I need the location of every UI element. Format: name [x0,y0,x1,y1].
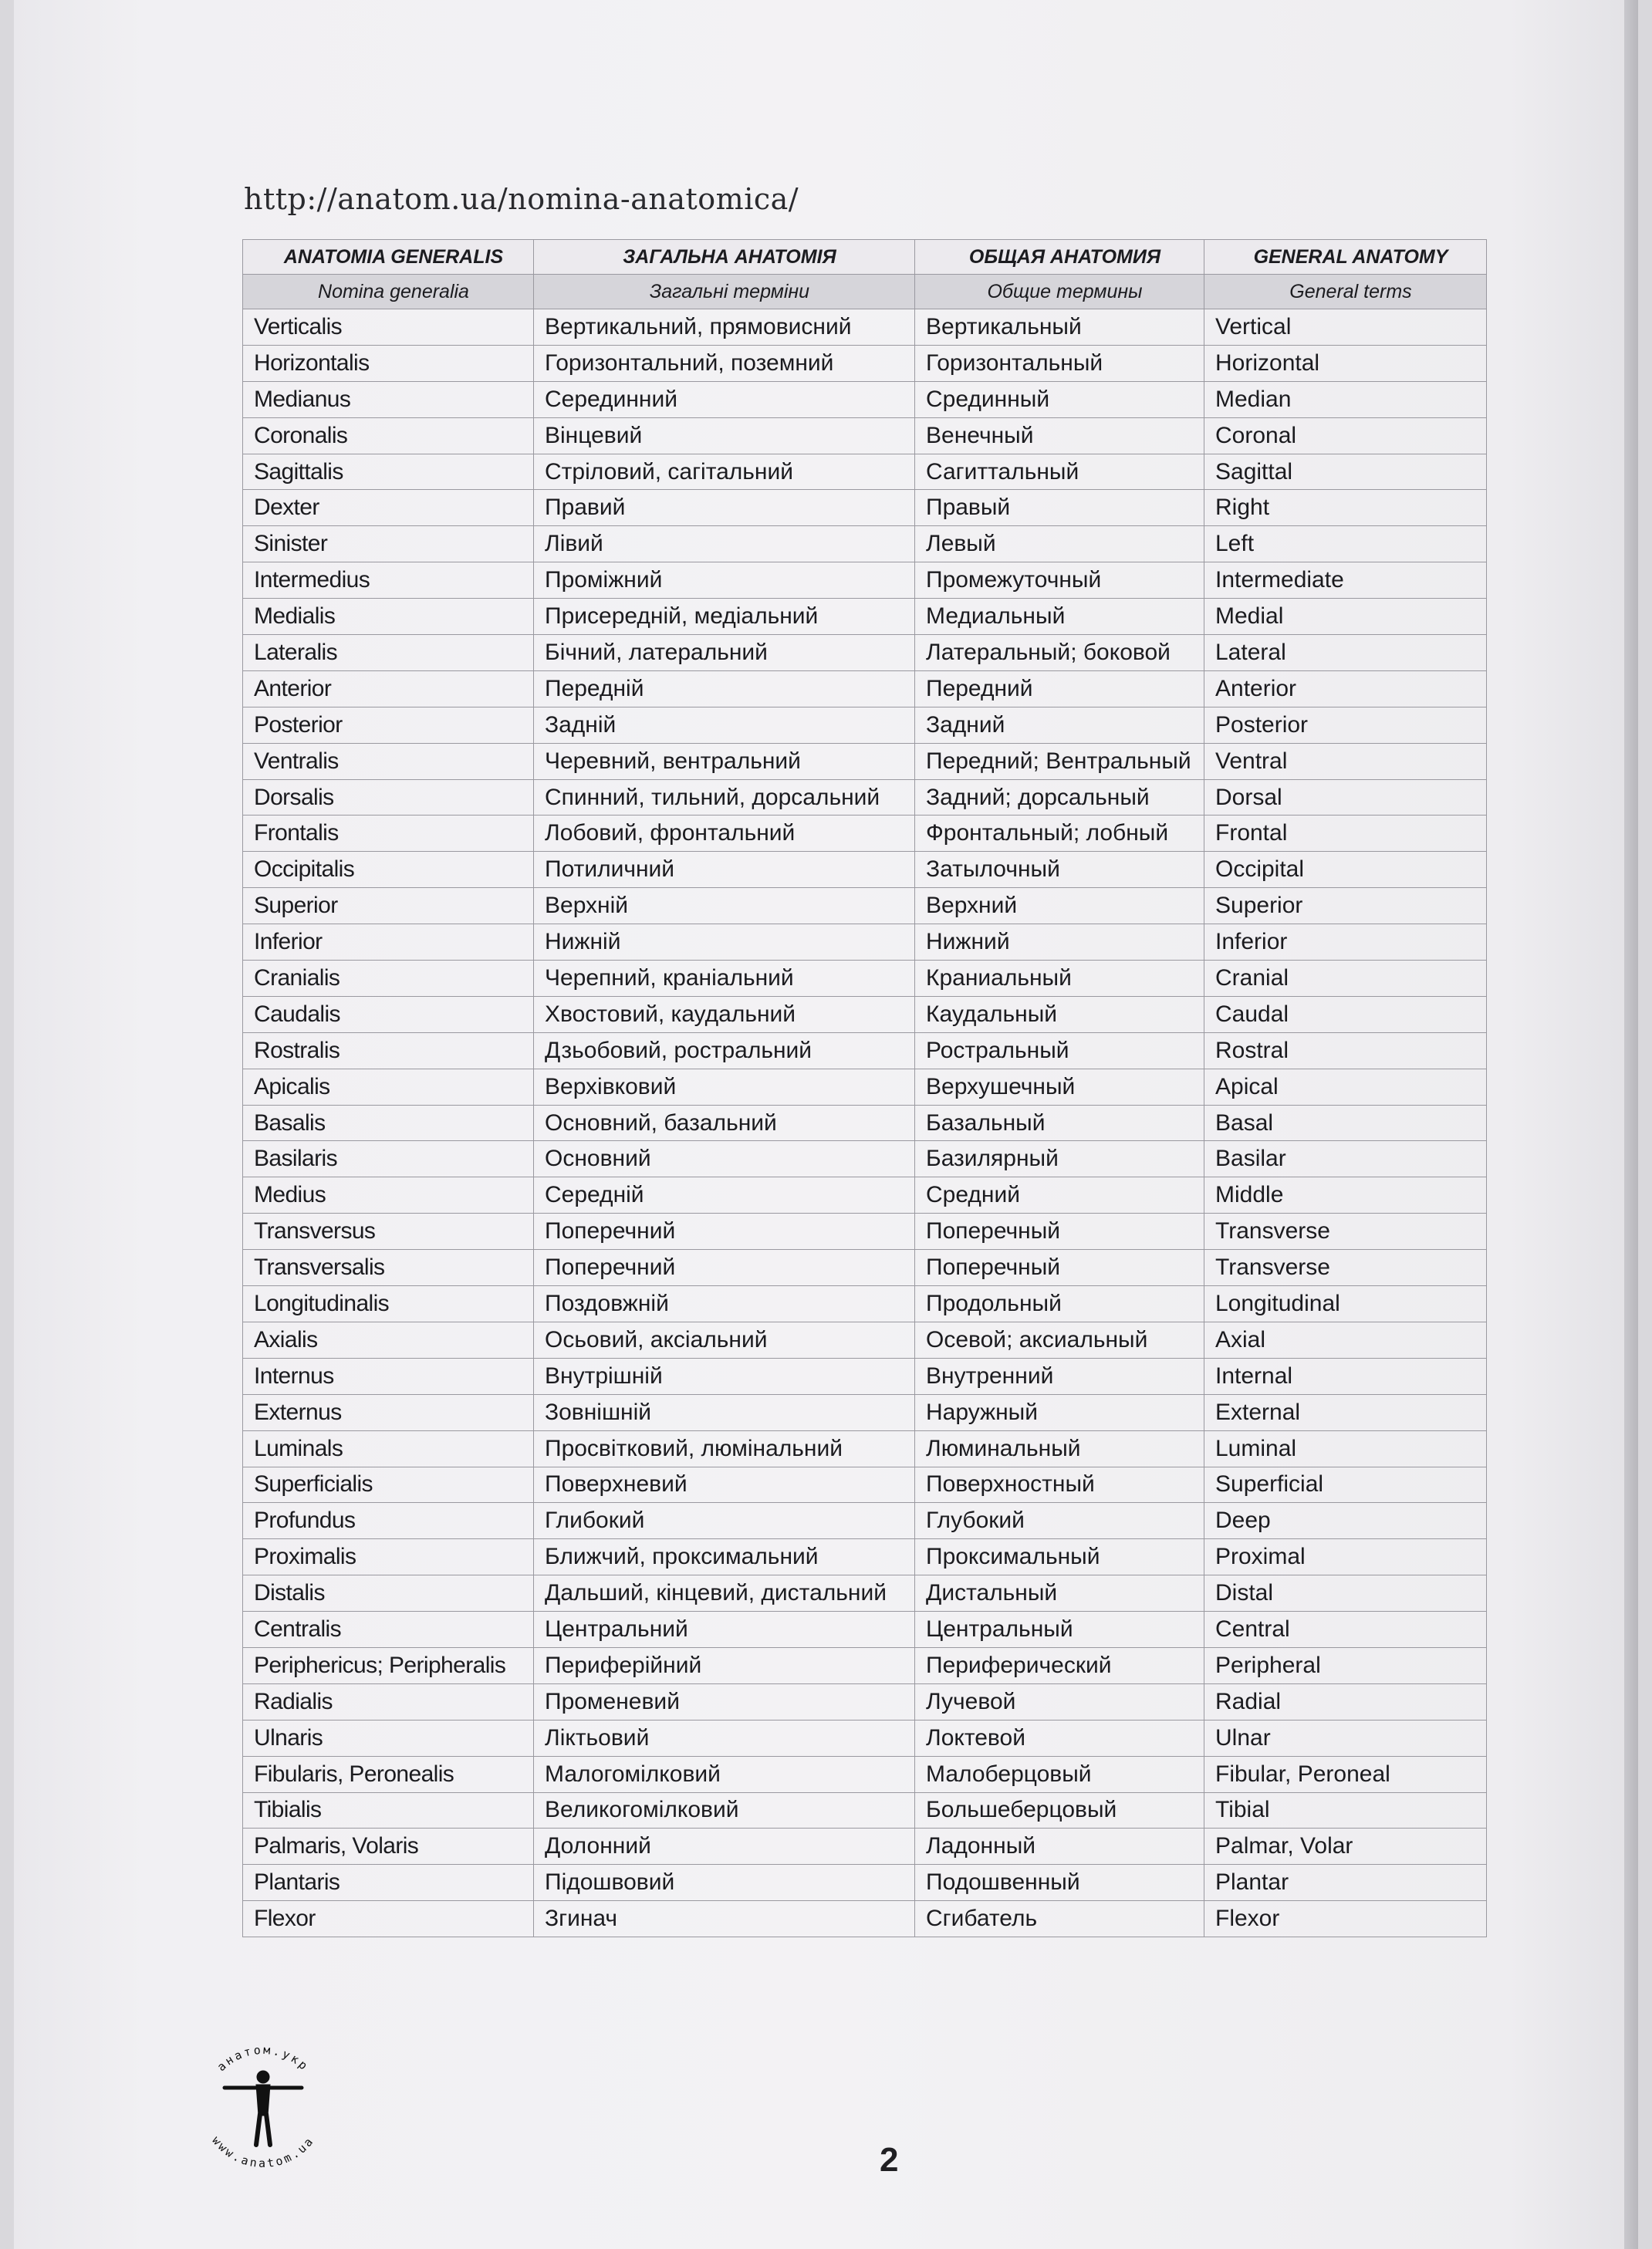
term-russian: Краниальный [915,961,1204,997]
term-latin: Basalis [243,1105,534,1141]
term-english: Deep [1204,1503,1487,1539]
table-row [243,1647,1487,1683]
table-row [243,1430,1487,1467]
term-latin: Palmaris, Volaris [243,1829,534,1865]
term-english: Central [1204,1612,1487,1648]
term-russian: Срединный [915,381,1204,417]
term-russian: Ладонный [915,1829,1204,1865]
term-ukrainian: Середній [534,1177,915,1214]
term-ukrainian: Вінцевий [534,417,915,454]
term-ukrainian: Поперечний [534,1214,915,1250]
term-latin: Superior [243,888,534,924]
term-russian: Наружный [915,1394,1204,1430]
term-english: Inferior [1204,924,1487,961]
term-latin: Distalis [243,1575,534,1612]
table-row [243,1394,1487,1430]
term-latin: Dorsalis [243,779,534,816]
term-latin: Posterior [243,707,534,743]
term-latin: Periphericus; Peripheralis [243,1647,534,1683]
term-english: Cranial [1204,961,1487,997]
term-russian: Затылочный [915,852,1204,888]
term-latin: Superficialis [243,1467,534,1503]
anatom-logo [190,2029,336,2176]
term-ukrainian: Зовнішній [534,1394,915,1430]
term-ukrainian: Нижній [534,924,915,961]
term-latin: Proximalis [243,1539,534,1575]
term-russian: Латеральный; боковой [915,635,1204,671]
term-russian: Задний; дорсальный [915,779,1204,816]
term-latin: Profundus [243,1503,534,1539]
term-ukrainian: Потиличний [534,852,915,888]
term-latin: Caudalis [243,996,534,1032]
term-ukrainian: Вертикальний, прямовисний [534,309,915,346]
term-ukrainian: Спинний, тильний, дорсальний [534,779,915,816]
term-ukrainian: Променевий [534,1683,915,1720]
term-russian: Каудальный [915,996,1204,1032]
term-english: Caudal [1204,996,1487,1032]
term-latin: Medius [243,1177,534,1214]
table-row [243,1250,1487,1286]
table-row [243,1612,1487,1648]
table-row [243,1575,1487,1612]
term-russian: Медиальный [915,599,1204,635]
logo-text-bottom: www.anatom.ua [209,2133,317,2170]
term-russian: Поперечный [915,1250,1204,1286]
term-russian: Периферический [915,1647,1204,1683]
term-russian: Задний [915,707,1204,743]
term-russian: Передний; Вентральный [915,743,1204,779]
svg-text:www.anatom.ua [209,2133,317,2170]
table-row [243,1358,1487,1394]
term-russian: Проксимальный [915,1539,1204,1575]
term-russian: Сгибатель [915,1901,1204,1937]
table-row [243,743,1487,779]
term-english: Basal [1204,1105,1487,1141]
term-russian: Малоберцовый [915,1756,1204,1792]
term-latin: Cranialis [243,961,534,997]
term-ukrainian: Великогомілковий [534,1792,915,1829]
table-header-row [243,240,1487,275]
term-russian: Центральный [915,1612,1204,1648]
term-latin: Lateralis [243,635,534,671]
term-russian: Люминальный [915,1430,1204,1467]
term-ukrainian: Ліктьовий [534,1720,915,1756]
term-latin: Plantaris [243,1865,534,1901]
header-ukrainian: ЗАГАЛЬНА АНАТОМІЯ [534,240,915,275]
term-english: Middle [1204,1177,1487,1214]
svg-text:анатом.укр [215,2043,312,2074]
term-russian: Поперечный [915,1214,1204,1250]
term-ukrainian: Глибокий [534,1503,915,1539]
term-latin: Medianus [243,381,534,417]
term-english: Frontal [1204,816,1487,852]
term-russian: Продольный [915,1286,1204,1322]
term-ukrainian: Дзьобовий, ростральний [534,1032,915,1069]
term-ukrainian: Передній [534,670,915,707]
term-english: Distal [1204,1575,1487,1612]
table-row [243,1756,1487,1792]
header-latin: ANATOMIA GENERALIS [243,240,534,275]
term-ukrainian: Задній [534,707,915,743]
term-russian: Верхний [915,888,1204,924]
table-row [243,526,1487,562]
term-english: Superior [1204,888,1487,924]
term-ukrainian: Основний [534,1141,915,1177]
table-row [243,670,1487,707]
term-latin: Intermedius [243,562,534,599]
term-russian: Верхушечный [915,1069,1204,1105]
term-english: Internal [1204,1358,1487,1394]
table-row [243,1503,1487,1539]
term-russian: Промежуточный [915,562,1204,599]
term-english: Lateral [1204,635,1487,671]
page-edge-shadow [1624,0,1638,2249]
term-latin: Dexter [243,490,534,526]
term-ukrainian: Стріловий, сагітальний [534,454,915,490]
term-latin: Fibularis, Peronealis [243,1756,534,1792]
table-row [243,1286,1487,1322]
term-ukrainian: Просвітковий, люмінальний [534,1430,915,1467]
term-english: Axial [1204,1322,1487,1358]
table-row [243,599,1487,635]
term-latin: Tibialis [243,1792,534,1829]
term-ukrainian: Центральний [534,1612,915,1648]
anatomy-terms-table [242,239,1487,1937]
term-english: Sagittal [1204,454,1487,490]
table-row [243,1069,1487,1105]
subheader-latin: Nomina generalia [243,275,534,309]
table-row [243,961,1487,997]
term-ukrainian: Серединний [534,381,915,417]
term-english: Ventral [1204,743,1487,779]
table-row [243,417,1487,454]
term-ukrainian: Лівий [534,526,915,562]
table-row [243,1141,1487,1177]
table-row [243,1105,1487,1141]
table-row [243,309,1487,346]
term-ukrainian: Правий [534,490,915,526]
term-english: Anterior [1204,670,1487,707]
term-english: Tibial [1204,1792,1487,1829]
term-russian: Вертикальный [915,309,1204,346]
term-latin: Occipitalis [243,852,534,888]
term-russian: Подошвенный [915,1865,1204,1901]
term-ukrainian: Осьовий, аксіальний [534,1322,915,1358]
term-ukrainian: Бічний, латеральний [534,635,915,671]
term-english: Right [1204,490,1487,526]
term-russian: Передний [915,670,1204,707]
term-english: Plantar [1204,1865,1487,1901]
subheader-russian: Общие термины [915,275,1204,309]
table-row [243,1539,1487,1575]
term-ukrainian: Верхній [534,888,915,924]
human-figure-icon [225,2071,302,2145]
term-latin: Longitudinalis [243,1286,534,1322]
term-english: Medial [1204,599,1487,635]
term-ukrainian: Горизонтальний, поземний [534,345,915,381]
term-russian: Базилярный [915,1141,1204,1177]
subheader-english: General terms [1204,275,1487,309]
term-ukrainian: Ближчий, проксимальний [534,1539,915,1575]
table-row [243,454,1487,490]
term-english: Longitudinal [1204,1286,1487,1322]
term-ukrainian: Підошвовий [534,1865,915,1901]
term-latin: Axialis [243,1322,534,1358]
term-latin: Medialis [243,599,534,635]
table-row [243,1720,1487,1756]
term-english: Median [1204,381,1487,417]
term-latin: Inferior [243,924,534,961]
term-russian: Дистальный [915,1575,1204,1612]
term-latin: Apicalis [243,1069,534,1105]
term-ukrainian: Поздовжній [534,1286,915,1322]
term-russian: Фронтальный; лобный [915,816,1204,852]
term-ukrainian: Згинач [534,1901,915,1937]
term-russian: Поверхностный [915,1467,1204,1503]
term-english: Luminal [1204,1430,1487,1467]
term-english: Rostral [1204,1032,1487,1069]
logo-text-top: анатом.укр [214,2042,312,2075]
term-english: Superficial [1204,1467,1487,1503]
term-english: Occipital [1204,852,1487,888]
term-latin: Ventralis [243,743,534,779]
page-number: 2 [880,2141,899,2179]
term-russian: Глубокий [915,1503,1204,1539]
term-russian: Левый [915,526,1204,562]
term-latin: Horizontalis [243,345,534,381]
term-english: Transverse [1204,1250,1487,1286]
term-latin: Transversus [243,1214,534,1250]
term-russian: Лучевой [915,1683,1204,1720]
term-latin: Ulnaris [243,1720,534,1756]
term-english: Vertical [1204,309,1487,346]
term-russian: Большеберцовый [915,1792,1204,1829]
term-english: Coronal [1204,417,1487,454]
term-latin: Frontalis [243,816,534,852]
term-latin: Centralis [243,1612,534,1648]
term-russian: Сагиттальный [915,454,1204,490]
table-row [243,345,1487,381]
table-row [243,562,1487,599]
term-english: Intermediate [1204,562,1487,599]
term-ukrainian: Поперечний [534,1250,915,1286]
table-row [243,635,1487,671]
term-russian: Ростральный [915,1032,1204,1069]
table-row [243,1865,1487,1901]
term-latin: Internus [243,1358,534,1394]
term-russian: Внутренний [915,1358,1204,1394]
table-row [243,707,1487,743]
term-english: Palmar, Volar [1204,1829,1487,1865]
term-english: Left [1204,526,1487,562]
term-english: Horizontal [1204,345,1487,381]
source-url: http://anatom.ua/nomina-anatomica/ [244,182,799,216]
term-ukrainian: Черепний, краніальний [534,961,915,997]
term-english: Dorsal [1204,779,1487,816]
term-latin: Anterior [243,670,534,707]
term-ukrainian: Основний, базальний [534,1105,915,1141]
term-ukrainian: Верхівковий [534,1069,915,1105]
table-row [243,1792,1487,1829]
term-english: Basilar [1204,1141,1487,1177]
term-ukrainian: Периферійний [534,1647,915,1683]
table-row [243,888,1487,924]
term-russian: Осевой; аксиальный [915,1322,1204,1358]
term-ukrainian: Лобовий, фронтальний [534,816,915,852]
term-latin: Verticalis [243,309,534,346]
table-row [243,1177,1487,1214]
term-latin: Transversalis [243,1250,534,1286]
table-body [243,309,1487,1937]
term-russian: Локтевой [915,1720,1204,1756]
term-latin: Basilaris [243,1141,534,1177]
table-row [243,1901,1487,1937]
table-row [243,816,1487,852]
term-russian: Горизонтальный [915,345,1204,381]
term-latin: Luminals [243,1430,534,1467]
table-row [243,381,1487,417]
term-ukrainian: Поверхневий [534,1467,915,1503]
table-row [243,1467,1487,1503]
term-ukrainian: Проміжний [534,562,915,599]
term-russian: Средний [915,1177,1204,1214]
term-english: Fibular, Peroneal [1204,1756,1487,1792]
table-row [243,1214,1487,1250]
term-russian: Нижний [915,924,1204,961]
term-latin: Externus [243,1394,534,1430]
term-english: Peripheral [1204,1647,1487,1683]
term-latin: Sinister [243,526,534,562]
term-english: External [1204,1394,1487,1430]
term-latin: Flexor [243,1901,534,1937]
term-english: Ulnar [1204,1720,1487,1756]
term-english: Apical [1204,1069,1487,1105]
term-russian: Правый [915,490,1204,526]
table-row [243,852,1487,888]
term-english: Transverse [1204,1214,1487,1250]
header-russian: ОБЩАЯ АНАТОМИЯ [915,240,1204,275]
table-row [243,1322,1487,1358]
term-english: Flexor [1204,1901,1487,1937]
term-english: Proximal [1204,1539,1487,1575]
term-latin: Coronalis [243,417,534,454]
term-english: Radial [1204,1683,1487,1720]
term-latin: Radialis [243,1683,534,1720]
document-page [14,0,1638,2249]
table-row [243,490,1487,526]
term-ukrainian: Черевний, вентральний [534,743,915,779]
table-row [243,779,1487,816]
term-latin: Sagittalis [243,454,534,490]
table-row [243,924,1487,961]
subheader-ukrainian: Загальні терміни [534,275,915,309]
term-ukrainian: Присередній, медіальний [534,599,915,635]
header-english: GENERAL ANATOMY [1204,240,1487,275]
term-latin: Rostralis [243,1032,534,1069]
term-english: Posterior [1204,707,1487,743]
term-ukrainian: Хвостовий, каудальний [534,996,915,1032]
table-row [243,1829,1487,1865]
table-row [243,1683,1487,1720]
term-russian: Базальный [915,1105,1204,1141]
table-row [243,1032,1487,1069]
term-ukrainian: Малогомілковий [534,1756,915,1792]
term-ukrainian: Внутрішній [534,1358,915,1394]
table-subheader-row [243,275,1487,309]
table-row [243,996,1487,1032]
term-russian: Венечный [915,417,1204,454]
term-ukrainian: Дальший, кінцевий, дистальний [534,1575,915,1612]
term-ukrainian: Долонний [534,1829,915,1865]
